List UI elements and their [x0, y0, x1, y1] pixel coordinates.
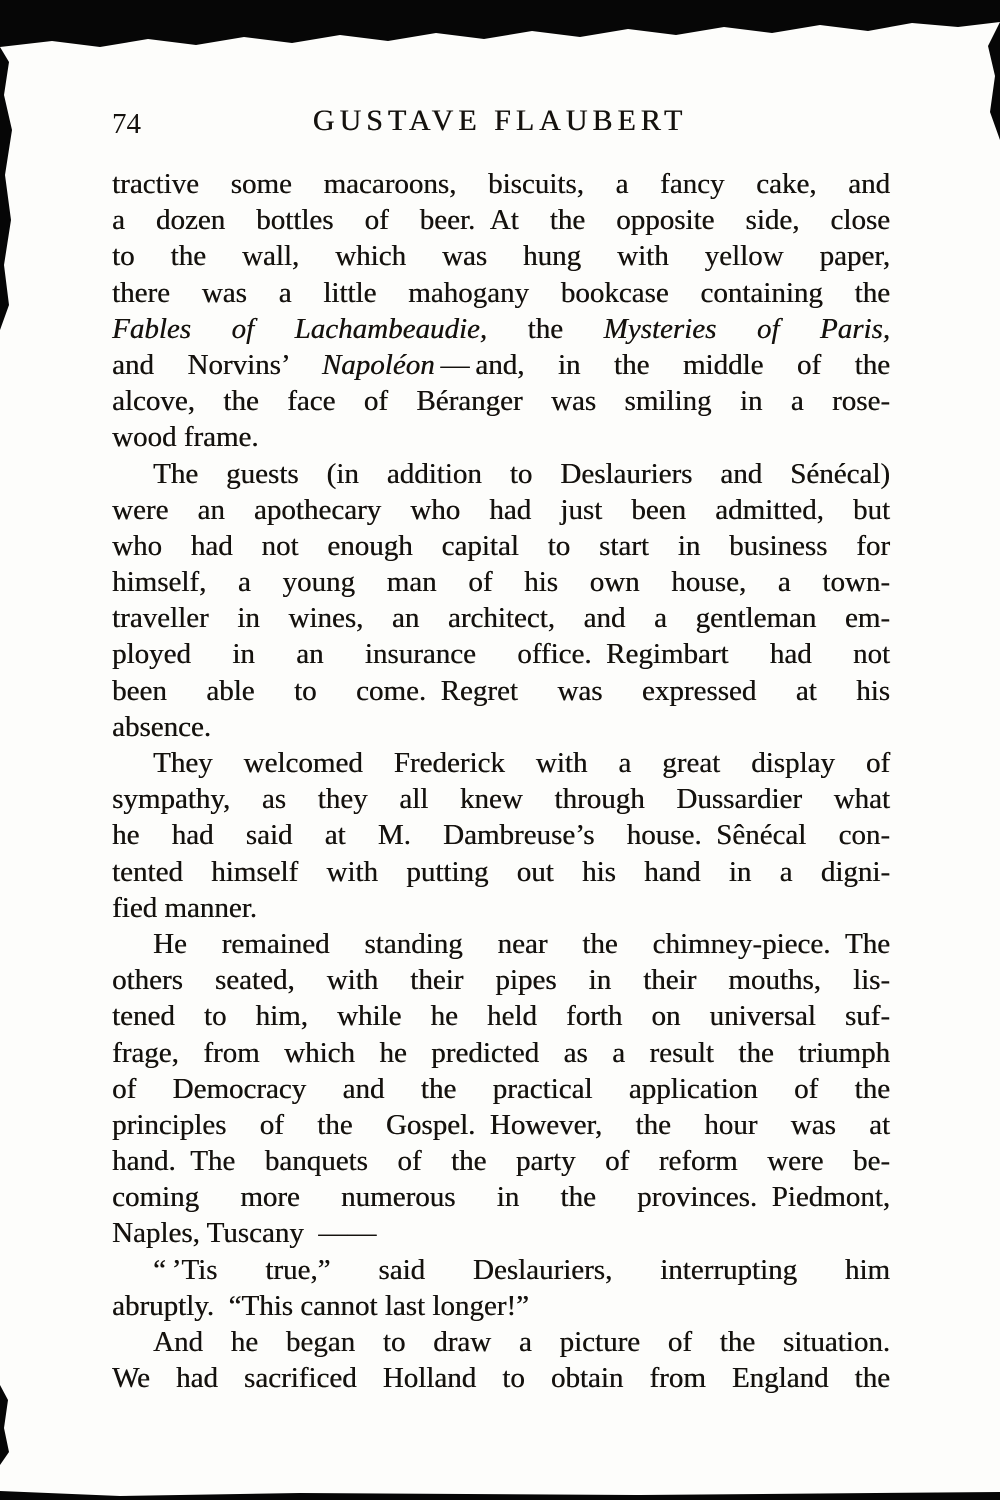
- text-segment: the: [487, 312, 604, 345]
- text-segment: been able to come. Regret was expressed at his: [112, 674, 890, 707]
- text-line: [112, 1215, 890, 1251]
- text-segment: principles of the Gospel. However, the hour was at: [112, 1108, 890, 1141]
- text-segment: absence.: [112, 710, 212, 743]
- text-line: [112, 419, 890, 455]
- scan-artifact-bottom: [0, 1491, 1000, 1500]
- text-segment: were an apothecary who had just been admitted, but: [112, 493, 890, 526]
- text-segment: there was a little mahogany bookcase containing the: [112, 276, 890, 309]
- text-segment: He remained standing near the chimney-piece. The: [153, 927, 890, 960]
- text-line: [112, 456, 890, 492]
- text-segment: who had not enough capital to start in business for: [112, 529, 890, 562]
- text-line: [112, 1288, 890, 1324]
- text-line: [112, 1035, 890, 1071]
- italic-text-segment: Napoléon: [321, 348, 435, 381]
- text-line: [112, 202, 890, 238]
- text-line: [112, 383, 890, 419]
- text-segment: tened to him, while he held forth on universal suf-: [112, 1000, 890, 1033]
- text-line: [112, 238, 890, 274]
- text-segment: to the wall, which was hung with yellow paper,: [112, 240, 890, 273]
- text-line: [112, 1143, 890, 1179]
- text-line: [112, 1360, 890, 1396]
- text-segment: of Democracy and the practical application of the: [112, 1072, 890, 1105]
- page-header: [0, 102, 1000, 144]
- text-line: [112, 926, 890, 962]
- text-line: [112, 854, 890, 890]
- text-line: [112, 564, 890, 600]
- scan-artifact-left: [0, 47, 12, 330]
- text-segment: frage, from which he predicted as a result the triumph: [112, 1036, 890, 1069]
- text-line: [112, 166, 890, 202]
- text-segment: wood frame.: [112, 421, 259, 454]
- text-line: [112, 600, 890, 636]
- text-segment: hand. The banquets of the party of reform were be-: [112, 1145, 890, 1178]
- text-line: [112, 1324, 890, 1360]
- text-line: [112, 781, 890, 817]
- text-segment: tractive some macaroons, biscuits, a fancy cake, and: [112, 168, 890, 200]
- text-line: [112, 275, 890, 311]
- text-line: [112, 492, 890, 528]
- text-line: [112, 673, 890, 709]
- text-line: [112, 1179, 890, 1215]
- text-segment: he had said at M. Dambreuse’s house. Sênécal con-: [112, 819, 890, 852]
- running-title: GUSTAVE FLAUBERT: [312, 104, 688, 137]
- body-text: [112, 166, 890, 1396]
- italic-text-segment: Fables of Lachambeaudie,: [112, 312, 488, 345]
- text-segment: Naples, Tuscany ——: [112, 1217, 377, 1250]
- text-line: [112, 709, 890, 745]
- text-segment: and Norvins’: [112, 348, 322, 381]
- text-line: [112, 347, 890, 383]
- text-line: [112, 890, 890, 926]
- text-segment: alcove, the face of Béranger was smiling in a rose-: [112, 385, 890, 418]
- text-line: [112, 528, 890, 564]
- text-segment: coming more numerous in the provinces. Piedmont,: [112, 1181, 890, 1214]
- text-line: [112, 1071, 890, 1107]
- text-segment: “ ’Tis true,” said Deslauriers, interrupting him: [153, 1253, 890, 1286]
- text-segment: abruptly. “This cannot last longer!”: [112, 1289, 529, 1322]
- text-line: [112, 636, 890, 672]
- italic-text-segment: Mysteries of Paris,: [603, 312, 890, 345]
- text-line: [112, 745, 890, 781]
- scan-artifact-left-lower: [0, 1385, 9, 1465]
- text-segment: And he began to draw a picture of the situation.: [153, 1326, 890, 1358]
- text-segment: — and, in the middle of the: [434, 348, 890, 381]
- page-number: 74: [112, 108, 141, 140]
- text-segment: We had sacrificed Holland to obtain from England the: [112, 1362, 890, 1395]
- text-line: [112, 962, 890, 998]
- text-segment: tented himself with putting out his hand in a digni-: [112, 855, 890, 888]
- scan-artifact-top: [0, 0, 1000, 47]
- text-segment: traveller in wines, an architect, and a gentleman em-: [112, 602, 890, 635]
- text-segment: himself, a young man of his own house, a town-: [112, 566, 890, 599]
- text-line: [112, 1107, 890, 1143]
- text-segment: fied manner.: [112, 891, 257, 924]
- text-segment: sympathy, as they all knew through Dussardier what: [112, 783, 890, 816]
- text-segment: They welcomed Frederick with a great display of: [153, 747, 890, 779]
- text-line: [112, 1252, 890, 1288]
- text-segment: others seated, with their pipes in their mouths, lis-: [112, 964, 890, 997]
- text-segment: ployed in an insurance office. Regimbart had not: [112, 638, 890, 671]
- text-line: [112, 817, 890, 853]
- text-segment: The guests (in addition to Deslauriers and Sénécal): [153, 457, 890, 490]
- text-segment: a dozen bottles of beer. At the opposite side, close: [112, 204, 890, 237]
- text-line: [112, 998, 890, 1034]
- text-line: [112, 311, 890, 347]
